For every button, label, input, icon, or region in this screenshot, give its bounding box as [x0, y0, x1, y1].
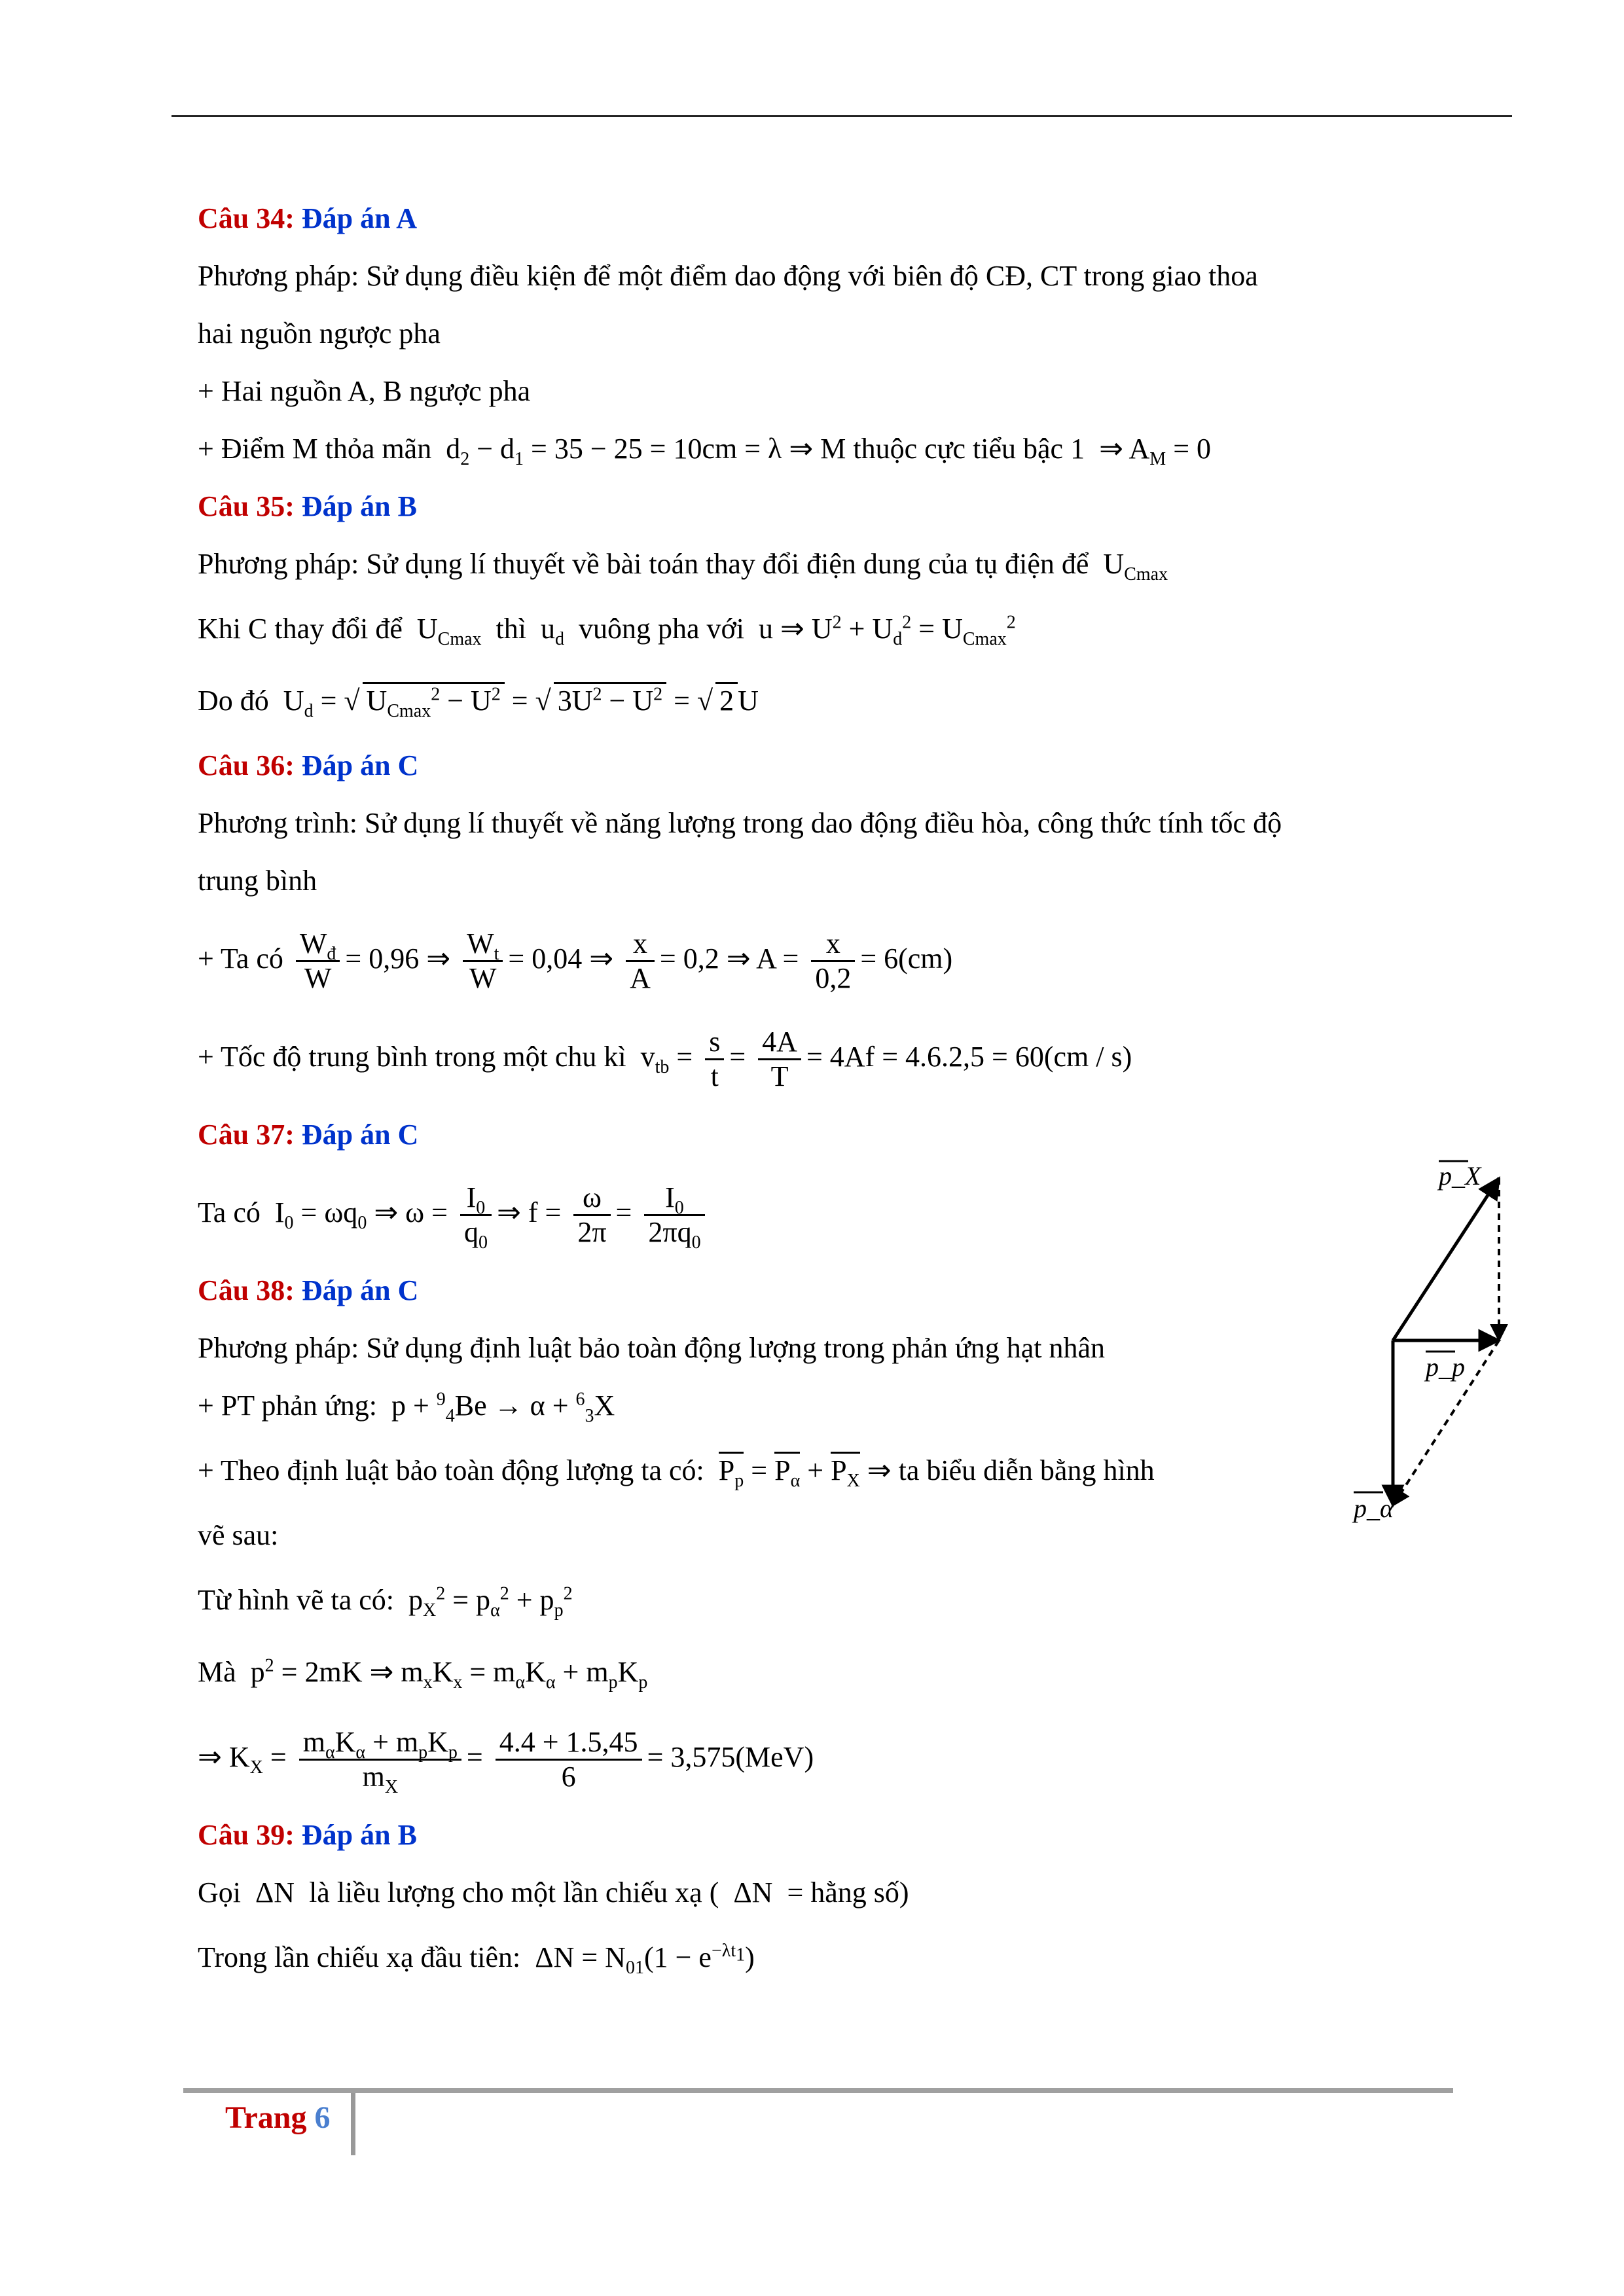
- page-number: 6: [314, 2100, 331, 2135]
- page-footer: [225, 2100, 330, 2136]
- q35-line1: [198, 535, 1441, 593]
- svg-text:p_X: p_X: [1439, 1161, 1481, 1191]
- q37-heading: [198, 1106, 1441, 1164]
- formula: ΔN: [248, 1876, 302, 1909]
- question-number: Câu 34:: [198, 202, 295, 234]
- question-number: Câu 38:: [198, 1274, 295, 1306]
- q38-line4: vẽ sau:: [198, 1519, 279, 1551]
- formula: $U_d$ = √ $U_{Cmax}^2 - U^2$ = √ $3U^2 - U^2$ = √ 2 U: [276, 685, 759, 717]
- q38-line7: [198, 1708, 1441, 1806]
- header-rule: [171, 115, 1512, 117]
- formula: $\Delta N = N_{01}(1 - e^{-\lambda t_1})$: [528, 1941, 755, 1978]
- text: = hằng số): [787, 1876, 909, 1909]
- q36-line1: Phương trình: Sử dụng lí thuyết về năng lượng trong dao động điều hòa, công thức tính tốc độ: [198, 807, 1282, 839]
- q36-heading: [198, 737, 1441, 795]
- text: + Ta có: [198, 942, 283, 975]
- footer-divider: [351, 2093, 355, 2155]
- formula: $I_0 = \omega q_0$ ⇒ ω = $\frac{I_0}{q_0}$ ⇒ f = $\frac{\omega}{2\pi}$ = $\frac{I_0}{2\pi q_0}$: [268, 1196, 710, 1229]
- question-number: Câu 36:: [198, 749, 295, 781]
- answer-label: Đáp án C: [301, 1274, 419, 1306]
- q35-line2: [198, 593, 1441, 665]
- text: M thuộc cực tiểu bậc 1: [820, 433, 1085, 465]
- palpha-label: [1352, 1492, 1394, 1523]
- answer-label: Đáp án B: [301, 1819, 417, 1851]
- answer-label: Đáp án B: [301, 490, 417, 522]
- text: + Tốc độ trung bình trong một chu kì: [198, 1041, 626, 1073]
- formula: $\frac{W_đ}{W}$ = 0,96 ⇒ $\frac{W_t}{W}$ = 0,04 ⇒ $\frac{x}{A}$ = 0,2 ⇒ A = $\frac{x}{0,2}$ = 6(cm): [291, 942, 952, 975]
- formula: $p^2 = 2mK$ ⇒ $m_xK_x = m_\alpha K_\alpha + m_pK_p$: [243, 1655, 648, 1693]
- page-content: [198, 190, 1441, 1994]
- answer-label: Đáp án A: [301, 202, 417, 234]
- formula: $u_d$: [533, 613, 564, 649]
- q36-line4: [198, 1008, 1441, 1106]
- formula: ⇒ $K_X$ = $\frac{m_\alpha K_\alpha + m_pK_p}{m_X}$ = $\frac{4.4 + 1.5,45}{6}$ = 3,575(MeV): [198, 1725, 814, 1798]
- q38-line6: [198, 1636, 1441, 1708]
- svg-text:p_p: p_p: [1426, 1352, 1465, 1382]
- text: Khi C thay đổi để: [198, 613, 403, 645]
- momentum-vector-diagram: [1347, 1152, 1563, 1545]
- formula: ⇒ $A_M = 0$: [1092, 433, 1212, 469]
- answer-label: Đáp án C: [301, 1119, 419, 1151]
- svg-text:p_α: p_α: [1354, 1494, 1394, 1523]
- q36-line3: [198, 910, 1441, 1008]
- q39-heading: [198, 1806, 1441, 1864]
- text: ta biểu diễn bằng hình: [898, 1454, 1155, 1486]
- formula: ΔN: [726, 1876, 780, 1909]
- q34-line3: + Hai nguồn A, B ngược pha: [198, 375, 531, 407]
- formula: $v_{tb}$ = $\frac{s}{t}$ = $\frac{4A}{T}$ = 4Af = 4.6.2,5 = 60(cm / s): [633, 1025, 1132, 1093]
- q38-line3: [198, 1435, 1441, 1507]
- q35-line3: [198, 665, 1441, 737]
- text: Trong lần chiếu xạ đầu tiên:: [198, 1941, 521, 1973]
- text: + Theo định luật bảo toàn động lượng ta có:: [198, 1454, 704, 1486]
- page-label: Trang: [225, 2100, 307, 2135]
- q34-line2: hai nguồn ngược pha: [198, 317, 441, 350]
- text: Mà: [198, 1656, 236, 1688]
- formula: $p_X^2 = p_\alpha^2 + p_p^2$: [401, 1583, 573, 1621]
- text: Gọi: [198, 1876, 241, 1909]
- text: Do đó: [198, 685, 269, 717]
- text: là liều lượng cho một lần chiếu xạ (: [309, 1876, 719, 1909]
- formula: $P_p = P_\alpha + P_X$ ⇒: [712, 1454, 892, 1486]
- q34-line1: Phương pháp: Sử dụng điều kiện để một điểm dao động với biên độ CĐ, CT trong giao thoa: [198, 260, 1258, 292]
- formula: p + $^9_4$Be → α + $^6_3$X: [384, 1389, 615, 1426]
- pp-label: [1424, 1352, 1465, 1382]
- formula: $U_{Cmax}$: [409, 613, 482, 649]
- q38-heading: [198, 1262, 1441, 1319]
- px-label: [1437, 1161, 1482, 1191]
- formula: $d_2 - d_1 = 35 - 25 = 10cm = \lambda$ ⇒: [439, 433, 814, 469]
- text: Phương pháp: Sử dụng lí thuyết về bài toán thay đổi điện dung của tụ điện để: [198, 548, 1089, 580]
- text: + PT phản ứng:: [198, 1390, 377, 1422]
- q34-line4: [198, 420, 1441, 478]
- q38-line2: [198, 1377, 1441, 1435]
- q35-heading: [198, 478, 1441, 535]
- q36-line2: trung bình: [198, 865, 317, 897]
- q39-line2: [198, 1922, 1441, 1994]
- text: + Điểm M thỏa mãn: [198, 433, 432, 465]
- question-number: Câu 37:: [198, 1119, 295, 1151]
- question-number: Câu 35:: [198, 490, 295, 522]
- formula: $U_{Cmax}$: [1096, 548, 1168, 584]
- q39-line1: [198, 1864, 1441, 1922]
- text: thì: [496, 613, 526, 645]
- answer-label: Đáp án C: [301, 749, 419, 781]
- text: Từ hình vẽ ta có:: [198, 1584, 394, 1616]
- footer-rule: [183, 2088, 1453, 2093]
- text: vuông pha với: [578, 613, 745, 645]
- question-number: Câu 39:: [198, 1819, 295, 1851]
- text: Ta có: [198, 1196, 261, 1229]
- q38-line1: Phương pháp: Sử dụng định luật bảo toàn động lượng trong phản ứng hạt nhân: [198, 1332, 1106, 1364]
- px-vector: [1393, 1178, 1499, 1340]
- q38-line5: [198, 1564, 1441, 1636]
- q34-heading: [198, 190, 1441, 247]
- q37-line1: [198, 1164, 1441, 1262]
- formula: u ⇒ $U^2 + U_d^2 = U_{Cmax}^2$: [751, 612, 1016, 649]
